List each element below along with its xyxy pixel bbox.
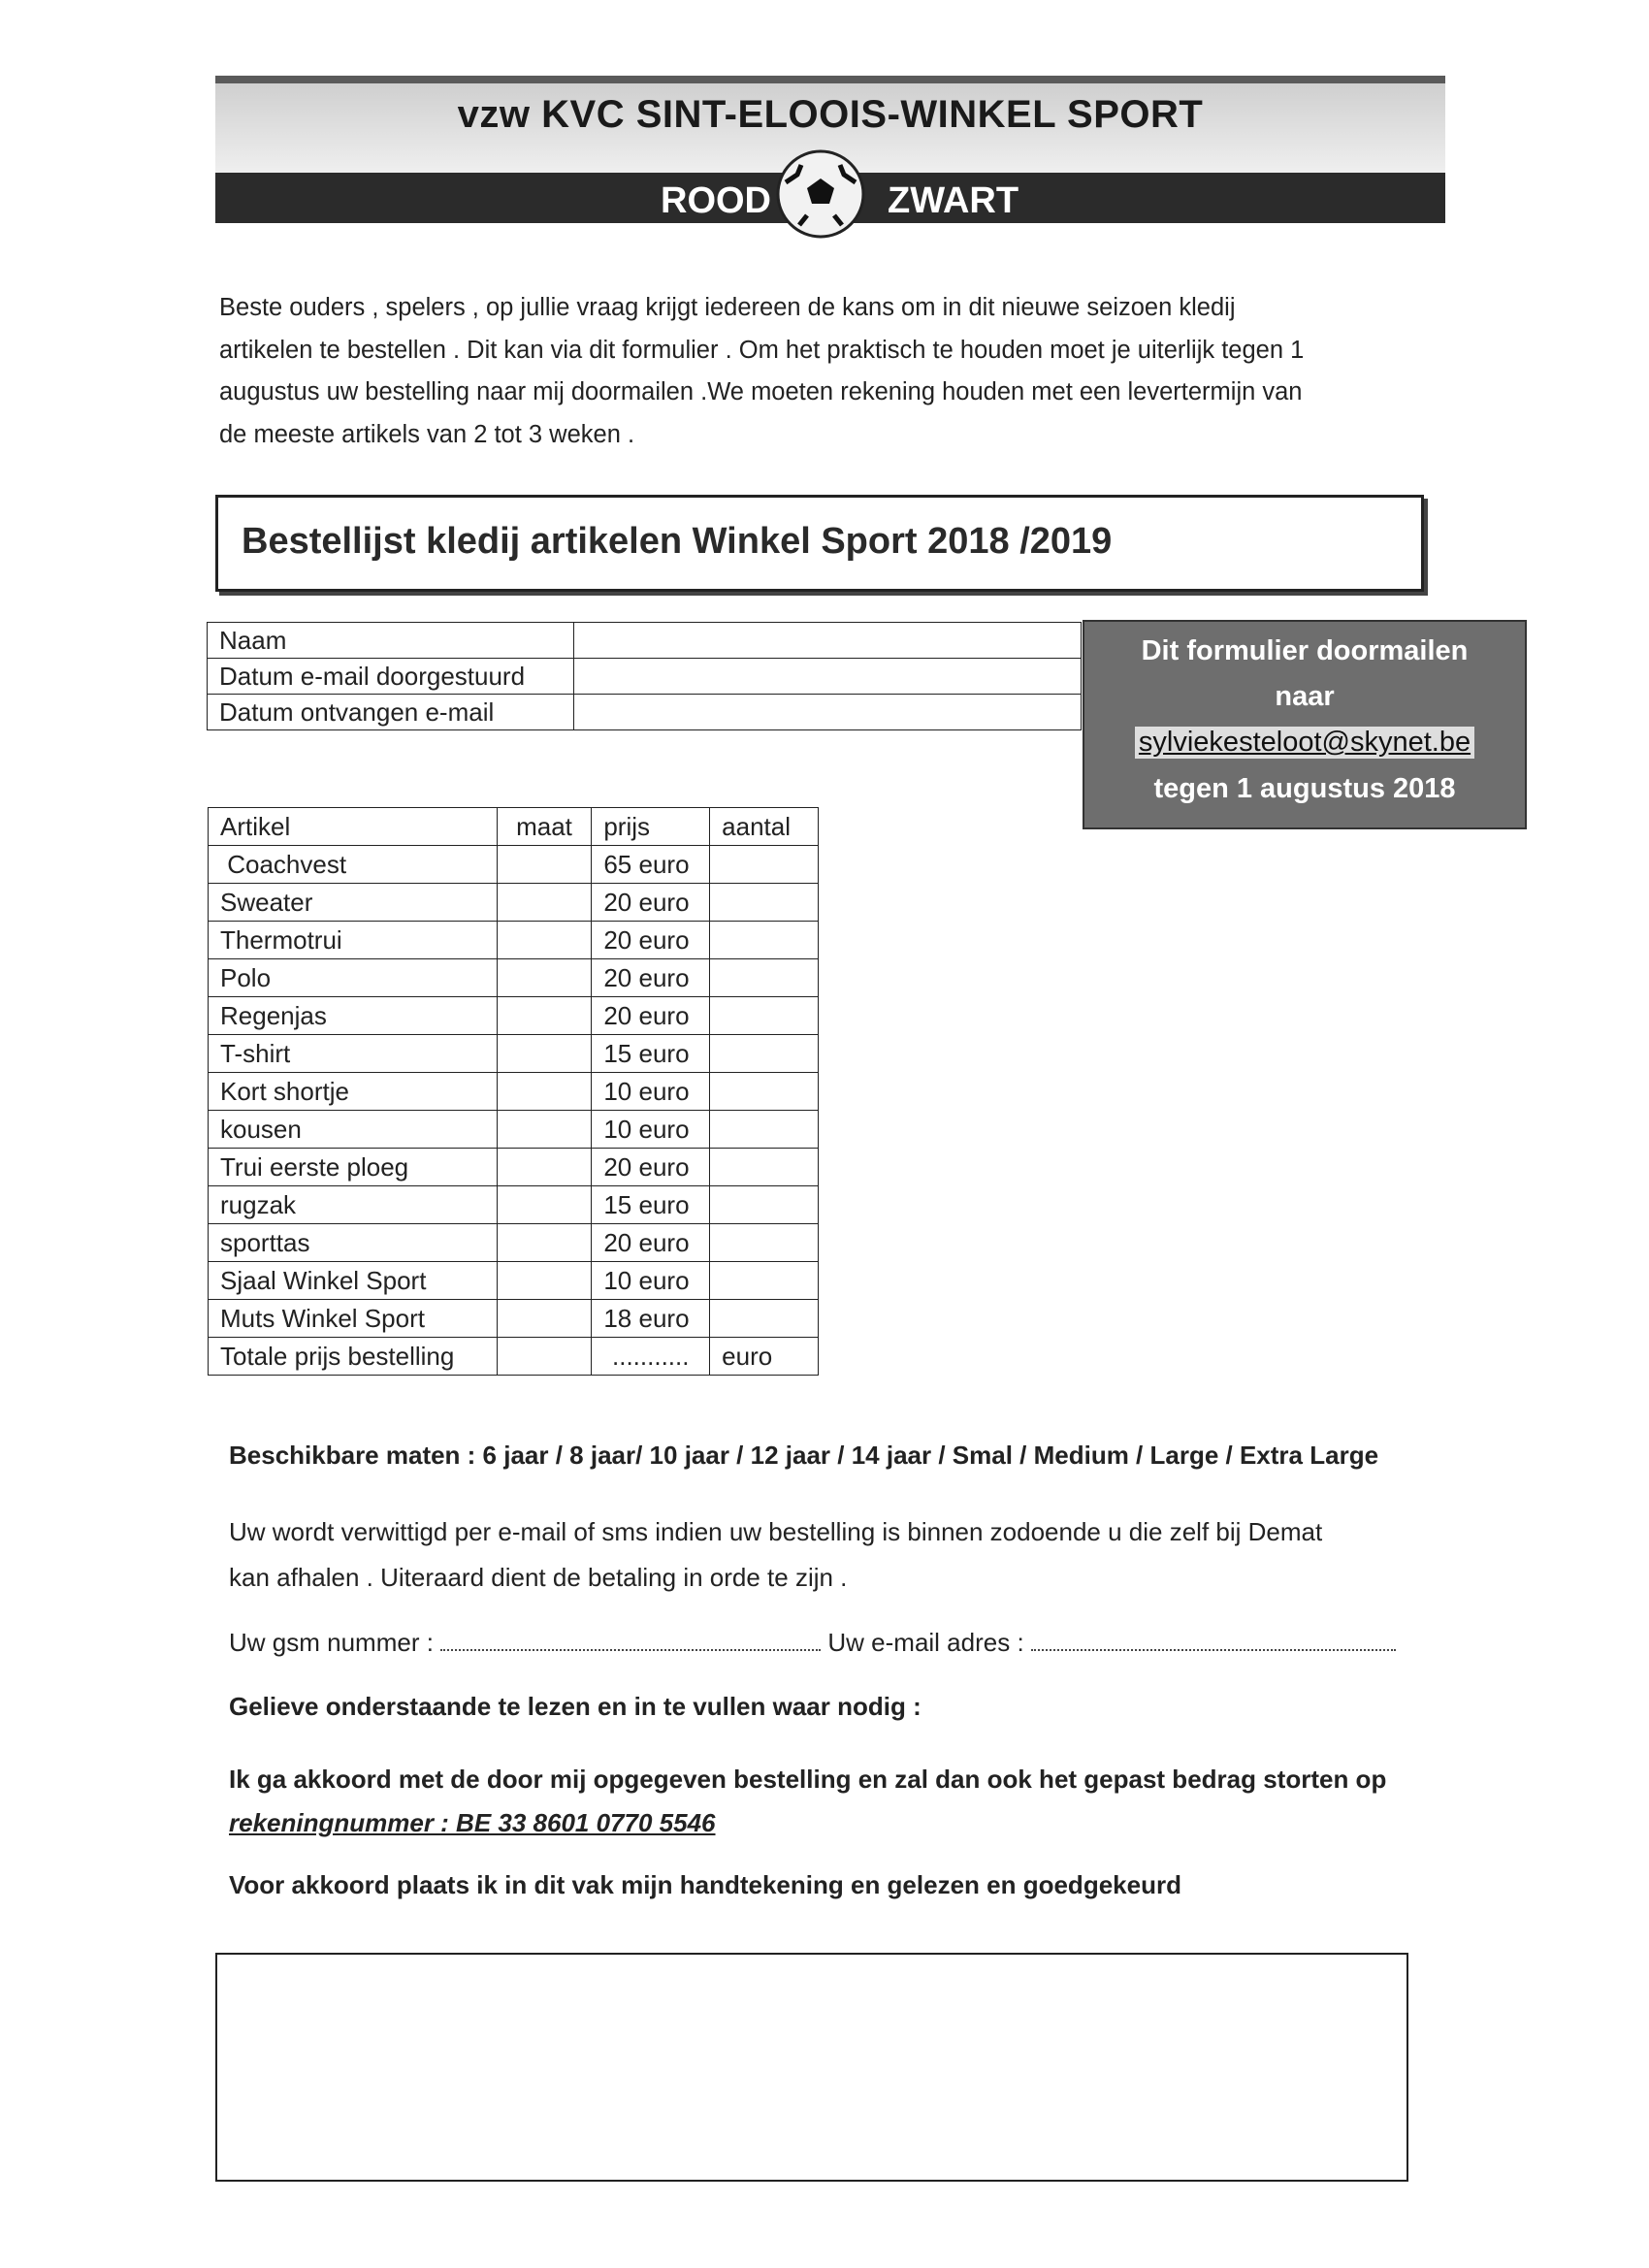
- color-right-label: ZWART: [888, 180, 1019, 221]
- size-cell[interactable]: [497, 959, 592, 997]
- size-cell[interactable]: [497, 1111, 592, 1149]
- price-cell: 15 euro: [592, 1035, 710, 1073]
- color-left-label: ROOD: [661, 180, 771, 221]
- article-name: Regenjas: [209, 997, 498, 1035]
- form-title: Bestellijst kledij artikelen Winkel Sport 2018 /2019: [242, 521, 1113, 562]
- quantity-cell[interactable]: [710, 1149, 819, 1186]
- intro-line: augustus uw bestelling naar mij doormailen .We moeten rekening houden met een levertermijn van: [219, 378, 1303, 405]
- quantity-cell[interactable]: [710, 1262, 819, 1300]
- total-price-field[interactable]: ...........: [592, 1338, 710, 1376]
- price-cell: 10 euro: [592, 1262, 710, 1300]
- table-row: [209, 1149, 819, 1186]
- intro-line: artikelen te bestellen . Dit kan via dit formulier . Om het praktisch te houden moet je uiterlijk tegen 1: [219, 336, 1305, 364]
- price-cell: 65 euro: [592, 846, 710, 884]
- article-name: Kort shortje: [209, 1073, 498, 1111]
- date-sent-field[interactable]: [574, 659, 1082, 695]
- size-cell[interactable]: [497, 922, 592, 959]
- size-cell[interactable]: [497, 997, 592, 1035]
- price-cell: 15 euro: [592, 1186, 710, 1224]
- price-cell: 10 euro: [592, 1111, 710, 1149]
- football-icon: [772, 146, 869, 243]
- size-cell[interactable]: [497, 1149, 592, 1186]
- table-row: [209, 1111, 819, 1149]
- gsm-label: Uw gsm nummer :: [229, 1628, 434, 1657]
- date-received-field[interactable]: [574, 695, 1082, 730]
- article-name: Thermotrui: [209, 922, 498, 959]
- quantity-cell[interactable]: [710, 846, 819, 884]
- email-label: Uw e-mail adres :: [827, 1628, 1024, 1657]
- field-label: Datum e-mail doorgestuurd: [208, 659, 574, 695]
- intro-line: de meeste artikels van 2 tot 3 weken .: [219, 420, 635, 448]
- article-name: rugzak: [209, 1186, 498, 1224]
- size-cell[interactable]: [497, 884, 592, 922]
- quantity-cell[interactable]: [710, 1224, 819, 1262]
- table-row: [209, 884, 819, 922]
- email-link[interactable]: sylviekesteloot@skynet.be: [1135, 727, 1474, 759]
- table-total-row: [209, 1338, 819, 1376]
- quantity-cell[interactable]: [710, 1073, 819, 1111]
- mail-box-line: Dit formulier doormailen: [1141, 635, 1469, 666]
- quantity-cell[interactable]: [710, 1300, 819, 1338]
- form-title-box: [215, 495, 1424, 592]
- quantity-cell[interactable]: [710, 997, 819, 1035]
- club-name: vzw KVC SINT-ELOOIS-WINKEL SPORT: [457, 93, 1204, 136]
- table-row: [209, 1073, 819, 1111]
- quantity-cell[interactable]: [710, 1186, 819, 1224]
- gsm-input[interactable]: [440, 1626, 821, 1651]
- price-cell: 10 euro: [592, 1073, 710, 1111]
- price-cell: 20 euro: [592, 959, 710, 997]
- notify-line: Uw wordt verwittigd per e-mail of sms indien uw bestelling is binnen zodoende u die zelf bij Demat: [229, 1517, 1323, 1546]
- size-cell[interactable]: [497, 1186, 592, 1224]
- size-cell[interactable]: [497, 1300, 592, 1338]
- email-input[interactable]: [1031, 1626, 1396, 1651]
- quantity-cell[interactable]: [710, 959, 819, 997]
- table-row: [208, 623, 1082, 659]
- article-name: kousen: [209, 1111, 498, 1149]
- mail-instructions-box: [1083, 620, 1527, 829]
- price-cell: 18 euro: [592, 1300, 710, 1338]
- available-sizes: Beschikbare maten : 6 jaar / 8 jaar/ 10 jaar / 12 jaar / 14 jaar / Smal / Medium / Large / Extra Large: [229, 1441, 1379, 1470]
- total-currency: euro: [710, 1338, 819, 1376]
- field-label: Datum ontvangen e-mail: [208, 695, 574, 730]
- article-name: Trui eerste ploeg: [209, 1149, 498, 1186]
- mail-box-line: tegen 1 augustus 2018: [1153, 773, 1456, 804]
- column-header: maat: [497, 808, 592, 846]
- total-label: Totale prijs bestelling: [209, 1338, 498, 1376]
- table-row: [209, 959, 819, 997]
- quantity-cell[interactable]: [710, 922, 819, 959]
- instruction-text: Gelieve onderstaande te lezen en in te vullen waar nodig :: [229, 1692, 922, 1721]
- article-name: T-shirt: [209, 1035, 498, 1073]
- quantity-cell[interactable]: [710, 884, 819, 922]
- notify-line: kan afhalen . Uiteraard dient de betaling in orde te zijn .: [229, 1563, 848, 1592]
- bank-account: rekeningnummer : BE 33 8601 0770 5546: [229, 1808, 716, 1837]
- column-header: Artikel: [209, 808, 498, 846]
- mail-box-line: naar: [1275, 681, 1335, 712]
- table-row: [209, 997, 819, 1035]
- price-cell: 20 euro: [592, 997, 710, 1035]
- size-cell[interactable]: [497, 1035, 592, 1073]
- size-cell[interactable]: [497, 1224, 592, 1262]
- column-header: prijs: [592, 808, 710, 846]
- agreement-text: [229, 1758, 1386, 1845]
- field-label: Naam: [208, 623, 574, 659]
- size-cell[interactable]: [497, 1073, 592, 1111]
- signature-instruction: Voor akkoord plaats ik in dit vak mijn handtekening en gelezen en goedgekeurd: [229, 1870, 1181, 1899]
- table-row: [209, 1224, 819, 1262]
- article-name: Sjaal Winkel Sport: [209, 1262, 498, 1300]
- column-header: aantal: [710, 808, 819, 846]
- notify-text: [229, 1509, 1322, 1601]
- table-row: [209, 922, 819, 959]
- quantity-cell[interactable]: [710, 1035, 819, 1073]
- article-name: Coachvest: [209, 846, 498, 884]
- price-cell: 20 euro: [592, 1224, 710, 1262]
- customer-info-table: [207, 622, 1082, 730]
- table-header-row: [209, 808, 819, 846]
- quantity-cell[interactable]: [710, 1111, 819, 1149]
- name-field[interactable]: [574, 623, 1082, 659]
- article-name: Sweater: [209, 884, 498, 922]
- table-row: [209, 846, 819, 884]
- price-cell: 20 euro: [592, 1149, 710, 1186]
- table-row: [209, 1186, 819, 1224]
- agreement-line: Ik ga akkoord met de door mij opgegeven bestelling en zal dan ook het gepast bedrag storten op: [229, 1765, 1387, 1794]
- article-name: Polo: [209, 959, 498, 997]
- table-row: [209, 1035, 819, 1073]
- article-name: Muts Winkel Sport: [209, 1300, 498, 1338]
- table-row: [209, 1262, 819, 1300]
- intro-text: [219, 287, 1471, 456]
- signature-box[interactable]: [215, 1953, 1408, 2182]
- table-row: [209, 1300, 819, 1338]
- table-row: [208, 659, 1082, 695]
- order-table: [208, 807, 819, 1376]
- contact-line: [229, 1626, 1396, 1658]
- price-cell: 20 euro: [592, 884, 710, 922]
- size-cell[interactable]: [497, 846, 592, 884]
- table-row: [208, 695, 1082, 730]
- article-name: sporttas: [209, 1224, 498, 1262]
- size-cell[interactable]: [497, 1262, 592, 1300]
- size-cell: [497, 1338, 592, 1376]
- price-cell: 20 euro: [592, 922, 710, 959]
- intro-line: Beste ouders , spelers , op jullie vraag krijgt iedereen de kans om in dit nieuwe seizoen kledij: [219, 294, 1236, 321]
